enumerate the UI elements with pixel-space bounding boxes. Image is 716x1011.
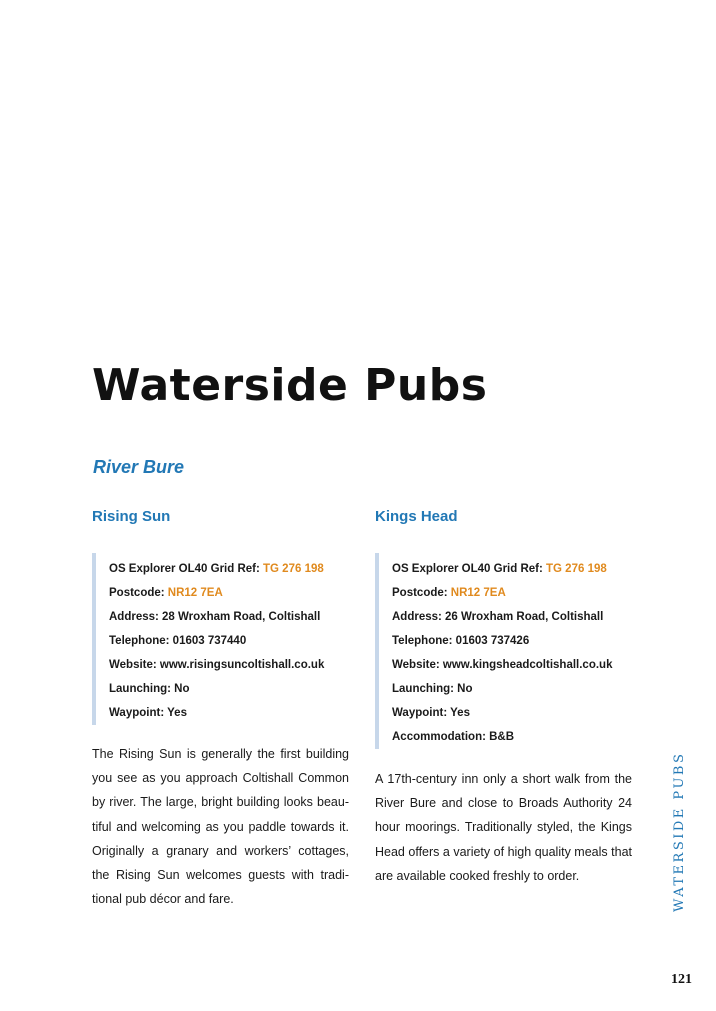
pub-description-kings-head: A 17th-century inn only a short walk from the River Bure and close to Broads Authority 24 hour moorings. Traditionally styled, the Kings Head offers a variety of high quality meals that are available cooked freshly to order. bbox=[375, 772, 632, 883]
grid-ref-row bbox=[109, 557, 352, 581]
pub-column-rising-sun bbox=[92, 508, 352, 725]
waypoint-row: Waypoint: Yes bbox=[109, 707, 187, 719]
address-row: Address: 28 Wroxham Road, Coltishall bbox=[109, 611, 321, 623]
pub-name: Rising Sun bbox=[92, 508, 171, 525]
side-section-tab: WATERSIDE PUBS bbox=[672, 751, 687, 912]
pub-name: Kings Head bbox=[375, 508, 458, 525]
launching-row: Launching: No bbox=[109, 683, 190, 695]
launching-row: Launching: No bbox=[392, 683, 473, 695]
grid-ref-label: OS Explorer OL40 Grid Ref: bbox=[392, 563, 547, 575]
page-number: 121 bbox=[671, 972, 692, 987]
address-row: Address: 26 Wroxham Road, Coltishall bbox=[392, 611, 604, 623]
pub-info-box bbox=[375, 553, 635, 749]
postcode-label: Postcode: bbox=[392, 587, 451, 599]
page-title: Waterside Pubs bbox=[92, 360, 488, 411]
grid-ref-row bbox=[392, 557, 635, 581]
postcode-row bbox=[392, 581, 635, 605]
pub-column-kings-head bbox=[375, 508, 635, 749]
postcode-value: NR12 7EA bbox=[450, 587, 506, 599]
postcode-row bbox=[109, 581, 352, 605]
pub-info-box bbox=[92, 553, 352, 725]
website-row: Website: www.kingsheadcoltishall.co.uk bbox=[392, 659, 613, 671]
website-row: Website: www.risingsuncoltishall.co.uk bbox=[109, 659, 325, 671]
grid-ref-value: TG 276 198 bbox=[546, 563, 607, 575]
telephone-row: Telephone: 01603 737426 bbox=[392, 635, 530, 647]
grid-ref-label: OS Explorer OL40 Grid Ref: bbox=[109, 563, 264, 575]
grid-ref-value: TG 276 198 bbox=[263, 563, 324, 575]
accommodation-row: Accommodation: B&B bbox=[392, 731, 515, 743]
postcode-value: NR12 7EA bbox=[167, 587, 223, 599]
section-title: River Bure bbox=[93, 457, 185, 477]
telephone-row: Telephone: 01603 737440 bbox=[109, 635, 247, 647]
pub-description-rising-sun: The Rising Sun is generally the first building you see as you approach Coltishall Common by river. The large, bright building looks beau-tiful and welcoming as you paddle towards it. Originally a granary and workers’ cottages, the Rising Sun welcomes guests with tradi-tional pub décor and fare. bbox=[92, 747, 349, 907]
postcode-label: Postcode: bbox=[109, 587, 168, 599]
waypoint-row: Waypoint: Yes bbox=[392, 707, 470, 719]
